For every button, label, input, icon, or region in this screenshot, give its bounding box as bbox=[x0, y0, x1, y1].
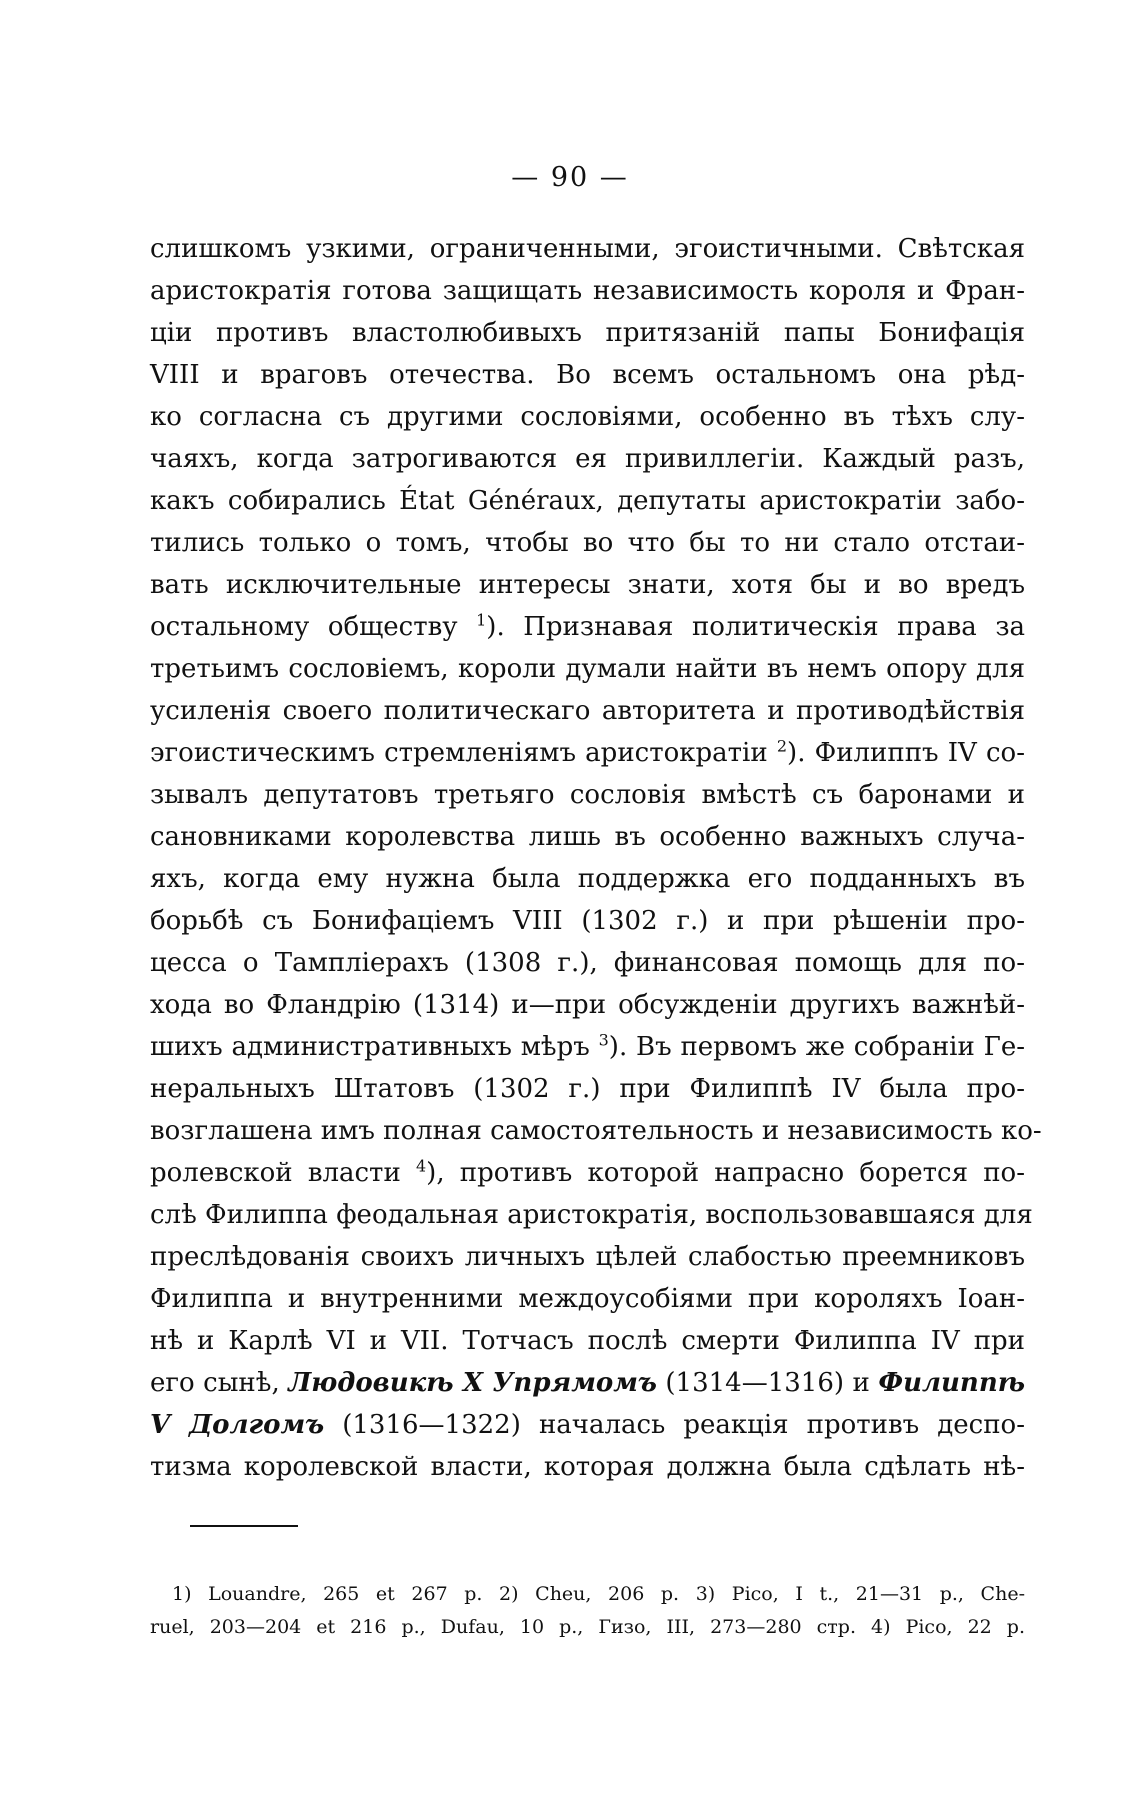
footnote-divider bbox=[190, 1525, 298, 1527]
text-line: сановниками королевства лишь въ особенно важныхъ случа- bbox=[150, 822, 1025, 852]
italic-name: V Долгомъ bbox=[150, 1410, 325, 1440]
text-line: ко согласна съ другими сословіями, особенно въ тѣхъ слу- bbox=[150, 402, 1025, 432]
text-line: аристократія готова защищать независимость короля и Фран- bbox=[150, 276, 1025, 306]
text-line: возглашена имъ полная самостоятельность и независимость ко- bbox=[150, 1116, 1042, 1146]
footnote-line: 1) Louandre, 265 et 267 p. 2) Cheu, 206 p. 3) Pico, I t., 21—31 p., Che- bbox=[172, 1583, 1025, 1605]
italic-name: Людовикѣ X Упрямомъ bbox=[288, 1368, 657, 1398]
text-line: нѣ и Карлѣ VI и VII. Тотчасъ послѣ смерти Филиппа IV при bbox=[150, 1326, 1025, 1356]
page-number: — 90 — bbox=[511, 162, 629, 193]
text-fragment: его сынѣ, bbox=[150, 1368, 289, 1398]
text-line: яхъ, когда ему нужна была поддержка его подданныхъ въ bbox=[150, 864, 1025, 894]
text-line: усиленія своего политическаго авторитета и противодѣйствія bbox=[150, 696, 1025, 726]
text-line: тились только о томъ, чтобы во что бы то ни стало отстаи- bbox=[150, 528, 1025, 558]
text-line: цесса о Тампліерахъ (1308 г.), финансовая помощь для по- bbox=[150, 948, 1025, 978]
text-line: зывалъ депутатовъ третьяго сословія вмѣстѣ съ баронами и bbox=[150, 780, 1025, 810]
main-text-block bbox=[150, 228, 1042, 1488]
text-line: чаяхъ, когда затрогиваются ея привиллегіи. Каждый разъ, bbox=[150, 444, 1025, 474]
footnote-ref-4: 4 bbox=[415, 1156, 427, 1176]
text-line: борьбѣ съ Бонифаціемъ VIII (1302 г.) и при рѣшеніи про- bbox=[150, 906, 1025, 936]
text-fragment: (1316—1322) началась реакція противъ деспо- bbox=[324, 1410, 1025, 1440]
text-line: преслѣдованія своихъ личныхъ цѣлей слабостью преемниковъ bbox=[150, 1242, 1025, 1272]
text-line: какъ собирались État Généraux, депутаты аристократіи забо- bbox=[150, 486, 1025, 516]
text-line: ціи противъ властолюбивыхъ притязаній папы Бонифація bbox=[150, 318, 1025, 348]
text-line bbox=[150, 1404, 1025, 1446]
text-line: неральныхъ Штатовъ (1302 г.) при Филиппѣ IV была про- bbox=[150, 1074, 1025, 1104]
text-fragment: ). Признавая политическія права за bbox=[486, 612, 1025, 642]
italic-name: Филиппѣ bbox=[878, 1368, 1026, 1398]
text-line bbox=[150, 1362, 1025, 1404]
text-line: хода во Фландрію (1314) и—при обсужденіи другихъ важнѣй- bbox=[150, 990, 1025, 1020]
footnote-line: ruel, 203—204 et 216 p., Dufau, 10 p., Гизо, III, 273—280 стр. 4) Pico, 22 p. bbox=[150, 1616, 1025, 1638]
text-line: тизма королевской власти, которая должна была сдѣлать нѣ- bbox=[150, 1452, 1025, 1482]
text-fragment: (1314—1316) и bbox=[656, 1368, 879, 1398]
text-line bbox=[150, 1026, 1025, 1068]
footnote-ref-3: 3 bbox=[598, 1030, 609, 1050]
text-line bbox=[150, 1152, 1025, 1194]
text-line: третьимъ сословіемъ, короли думали найти въ немъ опору для bbox=[150, 654, 1025, 684]
text-line bbox=[150, 606, 1025, 648]
text-line: Филиппа и внутренними междоусобіями при короляхъ Іоан- bbox=[150, 1284, 1025, 1314]
footnotes-block bbox=[150, 1578, 1025, 1644]
text-line: вать исключительные интересы знати, хотя бы и во вредъ bbox=[150, 570, 1025, 600]
text-fragment: шихъ административныхъ мѣръ bbox=[150, 1032, 599, 1062]
text-fragment: эгоистическимъ стремленіямъ аристократіи bbox=[150, 738, 777, 768]
text-fragment: ). Филиппъ IV со- bbox=[787, 738, 1025, 768]
footnote-ref-2: 2 bbox=[776, 736, 788, 756]
text-line: слѣ Филиппа феодальная аристократія, воспользовавшаяся для bbox=[150, 1200, 1033, 1230]
text-line: слишкомъ узкими, ограниченными, эгоистичными. Свѣтская bbox=[150, 234, 1025, 264]
text-fragment: ролевской власти bbox=[150, 1158, 416, 1188]
footnote-ref-1: 1 bbox=[476, 610, 487, 630]
text-line bbox=[150, 732, 1025, 774]
text-fragment: остальному обществу bbox=[150, 612, 477, 642]
text-fragment: ). Въ первомъ же собраніи Ге- bbox=[608, 1032, 1025, 1062]
text-fragment: ), противъ которой напрасно борется по- bbox=[426, 1158, 1025, 1188]
text-line: VIII и враговъ отечества. Во всемъ остальномъ она рѣд- bbox=[150, 360, 1025, 390]
